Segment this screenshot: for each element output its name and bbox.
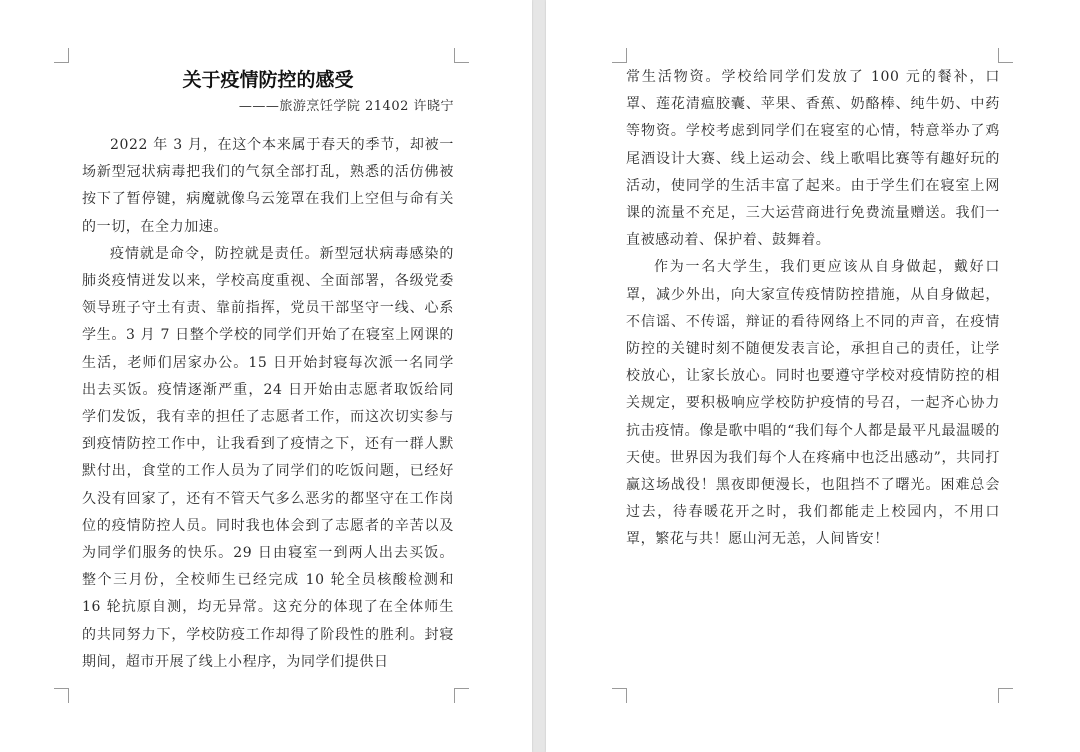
paragraph: 常生活物资。学校给同学们发放了 100 元的餐补，口罩、莲花清瘟胶囊、苹果、香蕉、奶酪棒、纯牛奶、中药等物资。学校考虑到同学们在寝室的心情，特意举办了鸡尾酒设计大赛、线上运动会、线上歌唱比赛等有趣好玩的活动，使同学的生活丰富了起来。由于学生们在寝室上网课的流量不充足，三大运营商进行免费流量赠送。我们一直被感动着、保护着、鼓舞着。 (626, 69, 1000, 249)
page-1-body (82, 132, 454, 676)
paragraph: 2022 年 3 月，在这个本来属于春天的季节，却被一场新型冠状病毒把我们的气氛全部打乱，熟悉的活仿佛被按下了暂停键，病魔就像乌云笼罩在我们上空但与命有关的一切，在全力加速。 (82, 137, 454, 235)
paragraph: 作为一名大学生，我们更应该从自身做起，戴好口罩，减少外出，向大家宣传疫情防控措施，从自身做起，不信谣、不传谣，辩证的看待网络上不同的声音，在疫情防控的关键时刻不随便发表言论，承担自己的责任，让学校放心，让家长放心。同时也要遵守学校对疫情防控的相关规定，要积极响应学校防护疫情的号召，一起齐心协力抗击疫情。像是歌中唱的“我们每个人都是最平凡最温暖的天使。世界因为我们每个人在疼痛中也泛出感动”，共同打赢这场战役！黑夜即便漫长，也阻挡不了曙光。困难总会过去，待春暖花开之时，我们都能走上校园内，不用口罩，繁花与共！愿山河无恙，人间皆安！ (626, 259, 1000, 548)
margin-corner-mark (454, 688, 469, 703)
margin-corner-mark (54, 688, 69, 703)
margin-corner-mark (454, 48, 469, 63)
margin-corner-mark (998, 48, 1013, 63)
margin-corner-mark (612, 688, 627, 703)
margin-corner-mark (612, 48, 627, 63)
paragraph: 疫情就是命令，防控就是责任。新型冠状病毒感染的肺炎疫情迸发以来，学校高度重视、全面部署，各级党委领导班子守土有责、靠前指挥，党员干部坚守一线、心系学生。3 月 7 日整个学校的同学们开始了在寝室上网课的生活，老师们居家办公。15 日开始封寝每次派一名同学出去买饭。疫情逐渐严重，24 日开始由志愿者取饭给同学们发饭，我有幸的担任了志愿者工作，而这次切实参与到疫情防控工作中，让我看到了疫情之下，还有一群人默默付出，食堂的工作人员为了同学们的吃饭问题，已经好久没有回家了，还有不管天气多么恶劣的都坚守在工作岗位的疫情防控人员。同时我也体会到了志愿者的辛苦以及为同学们服务的快乐。29 日由寝室一到两人出去买饭。整个三月份，全校师生已经完成 10 轮全员核酸检测和 16 轮抗原自测，均无异常。这充分的体现了在全体师生的共同努力下，学校防疫工作却得了阶段性的胜利。封寝期间，超市开展了线上小程序，为同学们提供日 (82, 245, 454, 670)
document-page-2 (546, 0, 1080, 752)
page-2-body (626, 64, 1000, 554)
margin-corner-mark (998, 688, 1013, 703)
page-1-content (82, 66, 454, 676)
document-title: 关于疫情防控的感受 (182, 69, 354, 91)
document-byline: ———旅游烹饪学院 21402 许晓宁 (238, 99, 454, 114)
margin-corner-mark (54, 48, 69, 63)
document-page-1 (0, 0, 532, 752)
page-2-content (626, 64, 1000, 554)
